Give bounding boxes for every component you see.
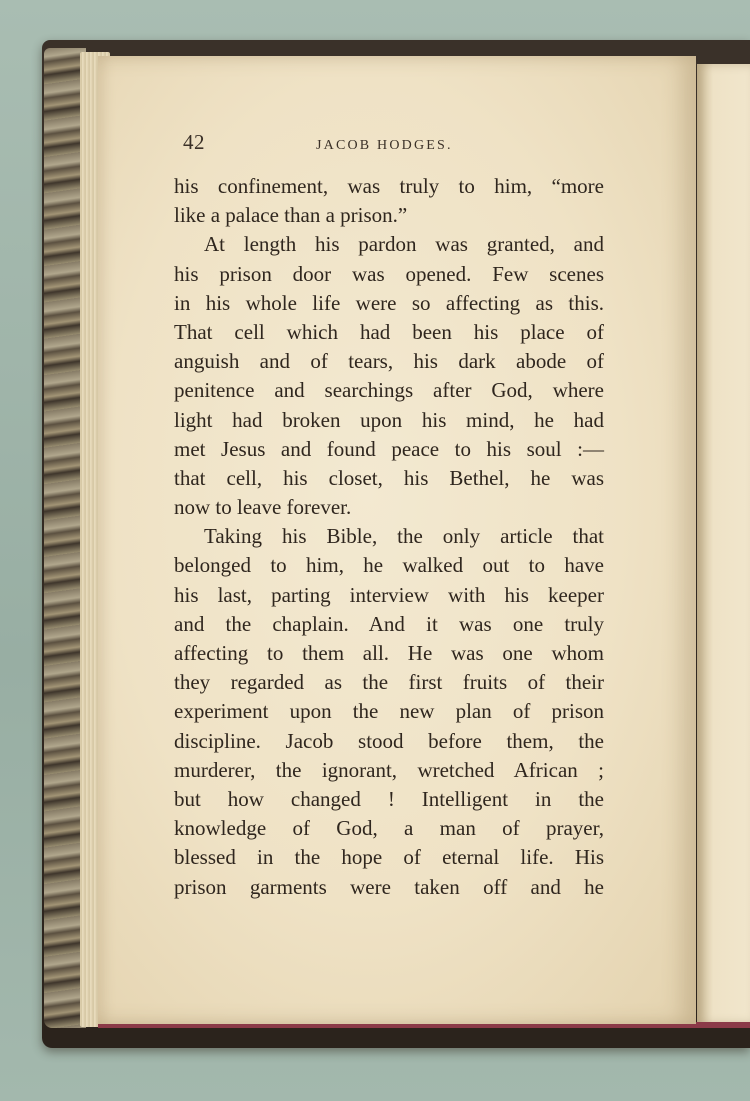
page-number: 42	[183, 130, 205, 154]
text-line: anguish and of tears, his dark abode of	[174, 349, 604, 374]
text-line: experiment upon the new plan of prison	[174, 699, 604, 724]
text-line: murderer, the ignorant, wretched African ;	[174, 757, 604, 782]
text-line: Taking his Bible, the only article that	[204, 524, 604, 549]
text-line: that cell, his closet, his Bethel, he was	[174, 465, 604, 490]
facing-page	[697, 64, 750, 1024]
text-line: blessed in the hope of eternal life. His	[174, 845, 604, 870]
text-line: prison garments were taken off and he	[174, 874, 604, 899]
text-line: belonged to him, he walked out to have	[174, 553, 604, 578]
text-line: and the chaplain. And it was one truly	[174, 611, 604, 636]
text-line: At length his pardon was granted, and	[204, 232, 604, 257]
text-line: met Jesus and found peace to his soul :—	[174, 436, 604, 461]
text-line: affecting to them all. He was one whom	[174, 641, 604, 665]
text-line: but how changed ! Intelligent in the	[174, 786, 604, 811]
text-line: they regarded as the first fruits of their	[174, 670, 604, 695]
text-line: like a palace than a prison.”	[174, 203, 408, 228]
text-line: knowledge of God, a man of prayer,	[174, 816, 604, 841]
text-line: his confinement, was truly to him, “more	[174, 174, 604, 198]
text-line: That cell which had been his place of	[174, 319, 604, 344]
text-line: in his whole life were so affecting as this.	[174, 290, 604, 315]
page-header	[183, 130, 603, 160]
text-line: penitence and searchings after God, where	[174, 378, 604, 403]
text-line: discipline. Jacob stood before them, the	[174, 728, 604, 753]
page-body-text	[174, 172, 604, 902]
text-line: light had broken upon his mind, he had	[174, 407, 604, 432]
text-line: his last, parting interview with his keeper	[174, 582, 604, 607]
text-line: his prison door was opened. Few scenes	[174, 261, 604, 286]
running-head: JACOB HODGES.	[316, 138, 453, 153]
text-line: now to leave forever.	[174, 495, 352, 520]
